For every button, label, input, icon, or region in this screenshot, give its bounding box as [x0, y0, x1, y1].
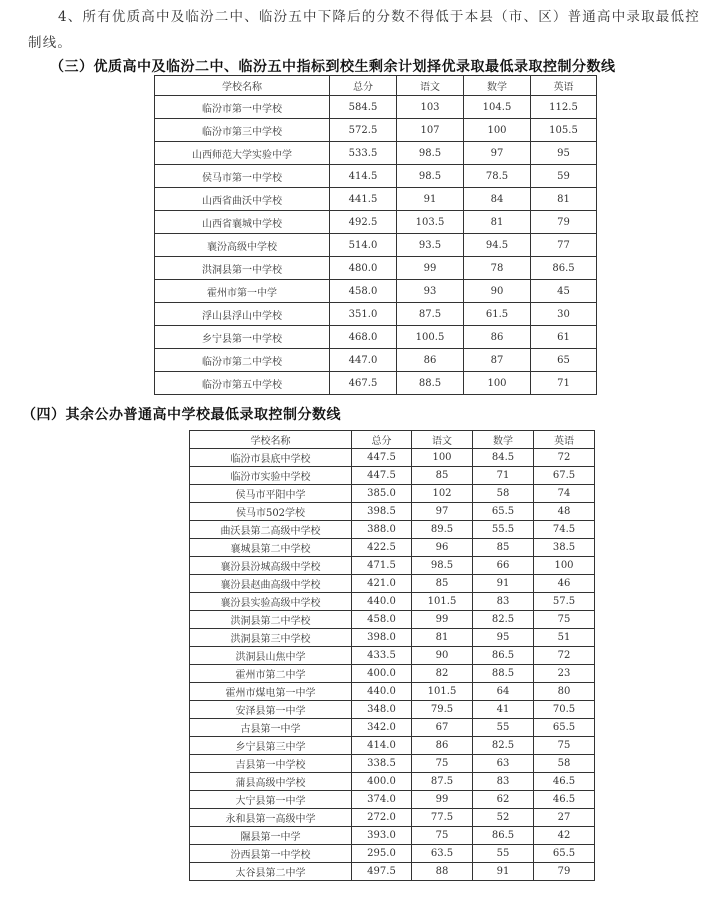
cell-chinese: 91: [397, 188, 464, 211]
table-row: [190, 539, 595, 557]
table-row: [190, 593, 595, 611]
table-row: [155, 165, 597, 188]
cell-total: 398.5: [352, 503, 412, 521]
cell-school-name: 侯马市502学校: [190, 503, 352, 521]
cell-english: 105.5: [531, 119, 597, 142]
header-chinese: 语文: [412, 431, 473, 449]
cell-school-name: 临汾市第二中学校: [155, 349, 330, 372]
cell-english: 45: [531, 280, 597, 303]
cell-math: 84.5: [473, 449, 534, 467]
header-school: 学校名称: [190, 431, 352, 449]
cell-school-name: 襄汾高级中学校: [155, 234, 330, 257]
cell-school-name: 霍州市第一中学: [155, 280, 330, 303]
cell-total: 351.0: [330, 303, 397, 326]
cell-english: 46.5: [534, 773, 595, 791]
cell-total: 272.0: [352, 809, 412, 827]
table-row: [190, 575, 595, 593]
cell-chinese: 87.5: [412, 773, 473, 791]
cell-english: 71: [531, 372, 597, 395]
cell-school-name: 山西省襄城中学校: [155, 211, 330, 234]
cell-total: 422.5: [352, 539, 412, 557]
cell-english: 74: [534, 485, 595, 503]
cell-school-name: 襄城县第二中学校: [190, 539, 352, 557]
table-row: [190, 449, 595, 467]
cell-total: 447.5: [352, 449, 412, 467]
cell-english: 65.5: [534, 719, 595, 737]
table-row: [155, 96, 597, 119]
cell-math: 85: [473, 539, 534, 557]
header-school: 学校名称: [155, 76, 330, 96]
table-row: [190, 773, 595, 791]
cell-english: 80: [534, 683, 595, 701]
cell-school-name: 霍州市第二中学: [190, 665, 352, 683]
cell-math: 82.5: [473, 737, 534, 755]
cell-chinese: 85: [412, 575, 473, 593]
cell-total: 374.0: [352, 791, 412, 809]
table-header-row: [155, 76, 597, 96]
cell-english: 77: [531, 234, 597, 257]
cell-school-name: 曲沃县第二高级中学校: [190, 521, 352, 539]
cell-english: 42: [534, 827, 595, 845]
header-english: 英语: [531, 76, 597, 96]
cell-chinese: 96: [412, 539, 473, 557]
section-4-table: [189, 430, 595, 881]
cell-school-name: 洪洞县第三中学校: [190, 629, 352, 647]
cell-math: 65.5: [473, 503, 534, 521]
cell-math: 91: [473, 863, 534, 881]
cell-school-name: 侯马市平阳中学: [190, 485, 352, 503]
table-row: [190, 467, 595, 485]
cell-chinese: 86: [397, 349, 464, 372]
cell-school-name: 安泽县第一中学: [190, 701, 352, 719]
cell-total: 441.5: [330, 188, 397, 211]
cell-math: 82.5: [473, 611, 534, 629]
cell-total: 480.0: [330, 257, 397, 280]
cell-math: 83: [473, 593, 534, 611]
cell-chinese: 75: [412, 827, 473, 845]
cell-total: 295.0: [352, 845, 412, 863]
table-row: [190, 521, 595, 539]
table-row: [190, 503, 595, 521]
cell-school-name: 临汾市第五中学校: [155, 372, 330, 395]
cell-math: 58: [473, 485, 534, 503]
cell-chinese: 88.5: [397, 372, 464, 395]
cell-chinese: 75: [412, 755, 473, 773]
cell-chinese: 102: [412, 485, 473, 503]
table-row: [190, 485, 595, 503]
rule-4-paragraph: 4、所有优质高中及临汾二中、临汾五中下降后的分数不得低于本县（市、区）普通高中录取最低控制线。: [28, 9, 700, 51]
cell-math: 86.5: [473, 647, 534, 665]
cell-english: 48: [534, 503, 595, 521]
cell-school-name: 临汾市实验中学校: [190, 467, 352, 485]
cell-english: 59: [531, 165, 597, 188]
cell-english: 72: [534, 647, 595, 665]
cell-total: 338.5: [352, 755, 412, 773]
cell-math: 66: [473, 557, 534, 575]
cell-total: 514.0: [330, 234, 397, 257]
cell-math: 71: [473, 467, 534, 485]
cell-school-name: 襄汾县实验高级中学校: [190, 593, 352, 611]
table-row: [190, 737, 595, 755]
cell-total: 393.0: [352, 827, 412, 845]
table-row: [155, 280, 597, 303]
table-row: [190, 719, 595, 737]
section-4-title: （四）其余公办普通高中学校最低录取控制分数线: [22, 407, 341, 423]
cell-chinese: 103.5: [397, 211, 464, 234]
cell-total: 497.5: [352, 863, 412, 881]
cell-english: 95: [531, 142, 597, 165]
cell-math: 61.5: [464, 303, 531, 326]
cell-math: 78.5: [464, 165, 531, 188]
cell-chinese: 63.5: [412, 845, 473, 863]
cell-english: 46.5: [534, 791, 595, 809]
cell-total: 388.0: [352, 521, 412, 539]
cell-total: 468.0: [330, 326, 397, 349]
cell-total: 433.5: [352, 647, 412, 665]
table-row: [155, 188, 597, 211]
cell-english: 100: [534, 557, 595, 575]
cell-chinese: 101.5: [412, 683, 473, 701]
table-row: [155, 211, 597, 234]
table-header-row: [190, 431, 595, 449]
section-4-table-body: [190, 449, 595, 881]
table-row: [190, 827, 595, 845]
cell-school-name: 蒲县高级中学校: [190, 773, 352, 791]
cell-math: 63: [473, 755, 534, 773]
cell-math: 94.5: [464, 234, 531, 257]
cell-english: 61: [531, 326, 597, 349]
cell-math: 91: [473, 575, 534, 593]
cell-total: 421.0: [352, 575, 412, 593]
cell-math: 55: [473, 845, 534, 863]
cell-chinese: 93: [397, 280, 464, 303]
cell-chinese: 77.5: [412, 809, 473, 827]
cell-total: 414.0: [352, 737, 412, 755]
table-row: [155, 303, 597, 326]
cell-english: 65: [531, 349, 597, 372]
cell-chinese: 99: [397, 257, 464, 280]
cell-english: 70.5: [534, 701, 595, 719]
cell-school-name: 吉县第一中学校: [190, 755, 352, 773]
cell-english: 46: [534, 575, 595, 593]
cell-school-name: 浮山县浮山中学校: [155, 303, 330, 326]
cell-math: 88.5: [473, 665, 534, 683]
cell-english: 58: [534, 755, 595, 773]
cell-math: 64: [473, 683, 534, 701]
cell-total: 398.0: [352, 629, 412, 647]
cell-chinese: 99: [412, 791, 473, 809]
table-row: [155, 142, 597, 165]
cell-math: 90: [464, 280, 531, 303]
cell-chinese: 98.5: [412, 557, 473, 575]
cell-chinese: 101.5: [412, 593, 473, 611]
cell-math: 86.5: [473, 827, 534, 845]
table-row: [190, 629, 595, 647]
cell-school-name: 古县第一中学: [190, 719, 352, 737]
table-row: [190, 683, 595, 701]
cell-english: 74.5: [534, 521, 595, 539]
cell-math: 104.5: [464, 96, 531, 119]
cell-english: 27: [534, 809, 595, 827]
cell-math: 41: [473, 701, 534, 719]
cell-school-name: 襄汾县赵曲高级中学校: [190, 575, 352, 593]
cell-math: 55: [473, 719, 534, 737]
header-chinese: 语文: [397, 76, 464, 96]
cell-school-name: 隰县第一中学: [190, 827, 352, 845]
cell-school-name: 侯马市第一中学校: [155, 165, 330, 188]
cell-english: 65.5: [534, 845, 595, 863]
cell-total: 572.5: [330, 119, 397, 142]
section-3-title: （三）优质高中及临汾二中、临汾五中指标到校生剩余计划择优录取最低录取控制分数线: [50, 59, 616, 75]
cell-school-name: 永和县第一高级中学: [190, 809, 352, 827]
cell-math: 100: [464, 119, 531, 142]
cell-school-name: 山西师范大学实验中学: [155, 142, 330, 165]
cell-total: 584.5: [330, 96, 397, 119]
cell-english: 75: [534, 611, 595, 629]
cell-english: 81: [531, 188, 597, 211]
table-row: [190, 863, 595, 881]
cell-total: 440.0: [352, 593, 412, 611]
cell-total: 533.5: [330, 142, 397, 165]
cell-english: 112.5: [531, 96, 597, 119]
table-row: [190, 791, 595, 809]
cell-chinese: 99: [412, 611, 473, 629]
cell-chinese: 85: [412, 467, 473, 485]
cell-chinese: 100.5: [397, 326, 464, 349]
cell-chinese: 88: [412, 863, 473, 881]
table-row: [190, 701, 595, 719]
cell-chinese: 100: [412, 449, 473, 467]
cell-total: 400.0: [352, 665, 412, 683]
cell-total: 492.5: [330, 211, 397, 234]
cell-total: 385.0: [352, 485, 412, 503]
table-row: [190, 611, 595, 629]
cell-math: 55.5: [473, 521, 534, 539]
cell-english: 51: [534, 629, 595, 647]
cell-english: 75: [534, 737, 595, 755]
table-row: [190, 665, 595, 683]
cell-chinese: 87.5: [397, 303, 464, 326]
table-row: [155, 372, 597, 395]
cell-english: 72: [534, 449, 595, 467]
cell-school-name: 临汾市第三中学校: [155, 119, 330, 142]
cell-math: 83: [473, 773, 534, 791]
cell-math: 87: [464, 349, 531, 372]
cell-total: 447.5: [352, 467, 412, 485]
table-row: [155, 119, 597, 142]
cell-math: 81: [464, 211, 531, 234]
cell-math: 52: [473, 809, 534, 827]
cell-school-name: 乡宁县第三中学: [190, 737, 352, 755]
cell-school-name: 山西省曲沃中学校: [155, 188, 330, 211]
cell-math: 97: [464, 142, 531, 165]
cell-total: 458.0: [330, 280, 397, 303]
cell-school-name: 洪洞县山焦中学: [190, 647, 352, 665]
cell-total: 348.0: [352, 701, 412, 719]
cell-total: 447.0: [330, 349, 397, 372]
table-row: [190, 845, 595, 863]
cell-english: 79: [531, 211, 597, 234]
table-row: [155, 257, 597, 280]
cell-chinese: 79.5: [412, 701, 473, 719]
cell-math: 62: [473, 791, 534, 809]
cell-school-name: 临汾市县底中学校: [190, 449, 352, 467]
section-3-table-body: [155, 96, 597, 395]
cell-school-name: 襄汾县汾城高级中学校: [190, 557, 352, 575]
cell-chinese: 81: [412, 629, 473, 647]
cell-total: 467.5: [330, 372, 397, 395]
cell-math: 100: [464, 372, 531, 395]
cell-chinese: 82: [412, 665, 473, 683]
header-english: 英语: [534, 431, 595, 449]
table-row: [155, 326, 597, 349]
table-row: [190, 647, 595, 665]
cell-school-name: 乡宁县第一中学校: [155, 326, 330, 349]
table-row: [155, 234, 597, 257]
cell-total: 400.0: [352, 773, 412, 791]
cell-school-name: 洪洞县第二中学校: [190, 611, 352, 629]
cell-english: 79: [534, 863, 595, 881]
cell-chinese: 107: [397, 119, 464, 142]
cell-english: 57.5: [534, 593, 595, 611]
cell-school-name: 太谷县第二中学: [190, 863, 352, 881]
cell-school-name: 洪洞县第一中学校: [155, 257, 330, 280]
cell-english: 23: [534, 665, 595, 683]
cell-math: 86: [464, 326, 531, 349]
table-row: [190, 557, 595, 575]
cell-school-name: 临汾市第一中学校: [155, 96, 330, 119]
cell-english: 38.5: [534, 539, 595, 557]
cell-chinese: 97: [412, 503, 473, 521]
cell-chinese: 89.5: [412, 521, 473, 539]
cell-chinese: 98.5: [397, 165, 464, 188]
cell-chinese: 67: [412, 719, 473, 737]
cell-english: 30: [531, 303, 597, 326]
cell-chinese: 93.5: [397, 234, 464, 257]
header-total: 总分: [330, 76, 397, 96]
cell-total: 440.0: [352, 683, 412, 701]
cell-total: 458.0: [352, 611, 412, 629]
cell-english: 86.5: [531, 257, 597, 280]
cell-chinese: 90: [412, 647, 473, 665]
header-total: 总分: [352, 431, 412, 449]
cell-english: 67.5: [534, 467, 595, 485]
cell-math: 84: [464, 188, 531, 211]
cell-chinese: 103: [397, 96, 464, 119]
cell-math: 78: [464, 257, 531, 280]
cell-total: 414.5: [330, 165, 397, 188]
table-row: [155, 349, 597, 372]
cell-chinese: 86: [412, 737, 473, 755]
header-math: 数学: [464, 76, 531, 96]
cell-school-name: 汾西县第一中学校: [190, 845, 352, 863]
cell-school-name: 大宁县第一中学: [190, 791, 352, 809]
cell-total: 471.5: [352, 557, 412, 575]
header-math: 数学: [473, 431, 534, 449]
cell-total: 342.0: [352, 719, 412, 737]
section-3-table: [154, 75, 597, 395]
cell-school-name: 霍州市煤电第一中学: [190, 683, 352, 701]
table-row: [190, 755, 595, 773]
table-row: [190, 809, 595, 827]
cell-chinese: 98.5: [397, 142, 464, 165]
cell-math: 95: [473, 629, 534, 647]
